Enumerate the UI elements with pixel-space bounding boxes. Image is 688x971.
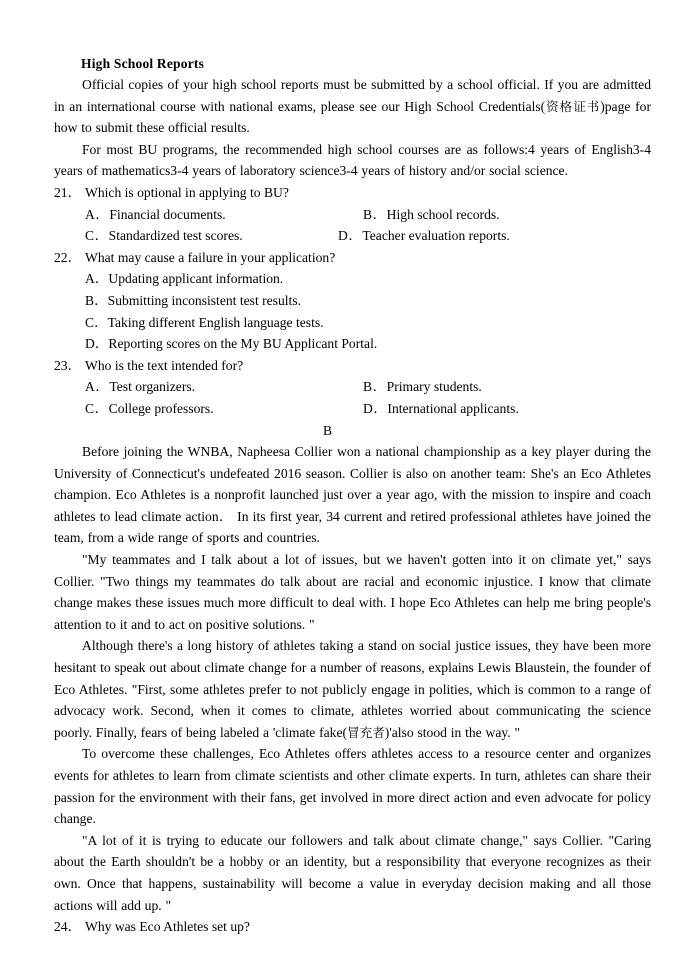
question-21-option-row-1	[54, 204, 651, 226]
question-23-option-a[interactable]: A．Test organizers.	[85, 379, 196, 395]
question-21-option-c[interactable]: C．Standardized test scores.	[85, 228, 243, 244]
question-23	[54, 355, 651, 377]
question-21-option-d[interactable]: D．Teacher evaluation reports.	[338, 228, 510, 244]
question-22-option-d[interactable]: D．Reporting scores on the My BU Applicant Portal.	[85, 336, 378, 352]
question-21-number: 21．	[54, 184, 82, 200]
passage-a-paragraph-2: For most BU programs, the recommended high school courses are as follows:4 years of English3-4 years of mathematics3-4 years of laboratory science3-4 years of history and/or social science.	[54, 141, 651, 179]
question-23-text: Who is the text intended for?	[85, 357, 244, 373]
question-24-number: 24．	[54, 919, 82, 935]
passage-b-paragraph-3: Although there's a long history of athletes taking a stand on social justice issues, they have been more hesitant to speak out about climate change for a number of reasons, explains Lewis Blaustein, the founder of Eco Athletes. "First, some athletes prefer to not publicly engage in polities, which is common to a range of advocacy work. Second, when it comes to climate, athletes worried about communicating the science poorly. Finally, fears of being labeled a 'climate fake(冒充者)'also stood in the way. "	[54, 638, 651, 740]
passage-b-marker: B	[322, 422, 333, 438]
question-21-text: Which is optional in applying to BU?	[85, 184, 289, 200]
question-22-option-a[interactable]: A．Updating applicant information.	[85, 271, 284, 287]
passage-a-paragraph-1: Official copies of your high school reports must be submitted by a school official. If you are admitted in an international course with national exams, please see our High School Credentials(资格证书)page for how to submit these official results.	[54, 77, 651, 136]
question-21	[54, 182, 651, 204]
question-23-options	[54, 376, 651, 419]
question-22-text: What may cause a failure in your application?	[85, 249, 336, 265]
question-22-options	[54, 268, 651, 354]
question-22-option-c[interactable]: C．Taking different English language tests.	[85, 314, 324, 330]
question-23-option-row-1	[54, 376, 651, 398]
cjk-gloss: 冒充者	[347, 724, 385, 740]
document-body	[54, 54, 651, 938]
question-23-number: 23．	[54, 357, 82, 373]
passage-b-paragraph-2: "My teammates and I talk about a lot of issues, but we haven't gotten into it on climate yet," says Collier. "Two things my teammates do talk about are racial and economic injustice. I know that climate change makes these issues much more difficult to deal with. I hope Eco Athletes can help me bring people's attention to it and to act on positive solutions. "	[54, 552, 651, 632]
question-21-option-b[interactable]: B．High school records.	[363, 206, 500, 222]
passage-b-paragraph-5: "A lot of it is trying to educate our followers and talk about climate change," says Collier. "Caring about the Earth shouldn't be a hobby or an identity, but a responsibility that everyone recognizes as their own. Once that happens, sustainability will become a value in everyday decision making and all those actions will add up. "	[54, 832, 651, 913]
passage-b-paragraph-1: Before joining the WNBA, Napheesa Collier won a national championship as a key player during the University of Connecticut's undefeated 2016 season. Collier is also on another team: She's an Eco Athletes champion. Eco Athletes is a nonprofit launched just over a year ago, with the mission to inspire and coach athletes to lead climate action． In its first year, 34 current and retired professional athletes have joined the team, from a wide range of sports and countries.	[54, 444, 651, 546]
question-21-options	[54, 204, 651, 247]
question-23-option-row-2	[54, 398, 651, 420]
cjk-gloss: 资格证书	[545, 98, 601, 114]
question-24-text: Why was Eco Athletes set up?	[85, 919, 250, 935]
question-23-option-c[interactable]: C．College professors.	[85, 400, 214, 416]
question-23-option-d[interactable]: D．International applicants.	[363, 400, 519, 416]
passage-b-paragraph-4: To overcome these challenges, Eco Athletes offers athletes access to a resource center and organizes events for athletes to learn from climate scientists and other climate experts. In turn, athletes can share their passion for the environment with their fans, get involved in more direct action and even advocate for policy change.	[54, 746, 651, 827]
question-22-option-b[interactable]: B．Submitting inconsistent test results.	[85, 292, 302, 308]
question-24	[54, 916, 651, 938]
question-21-option-row-2	[54, 225, 651, 247]
question-21-option-a[interactable]: A．Financial documents.	[85, 206, 226, 222]
question-22	[54, 247, 651, 269]
question-23-option-b[interactable]: B．Primary students.	[363, 379, 482, 395]
passage-a-heading: High School Reports	[81, 56, 205, 71]
question-22-number: 22．	[54, 249, 82, 265]
